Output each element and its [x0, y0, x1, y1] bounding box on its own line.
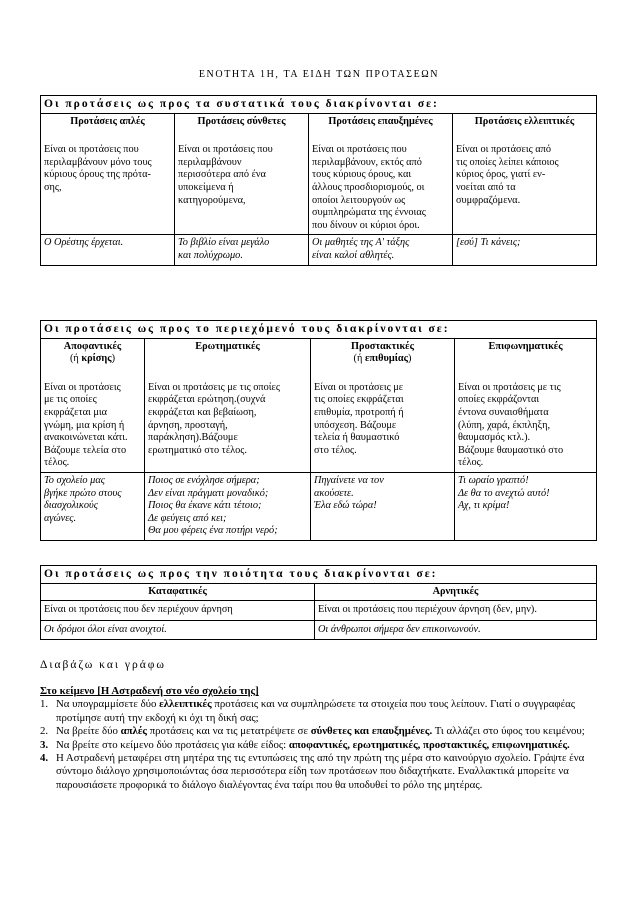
cell-line: οποίοι λειτουργούν ως: [312, 194, 406, 206]
cell-line: τις οποίες λείπει κάποιος: [456, 156, 559, 168]
cell-line: Είναι οι προτάσεις που: [44, 144, 139, 156]
cell-line: στο τέλος.: [314, 444, 357, 456]
cell-line: εκφράζεται και βεβαίωση,: [148, 406, 257, 418]
exercise-text: αποφαντικές, ερωτηματικές, προστακτικές, επιφωνηματικές.: [288, 738, 570, 751]
description-cell: [453, 142, 597, 235]
cell-line: υποκείμενα ή: [178, 181, 234, 193]
column-header: [41, 338, 145, 368]
cell-line: που δίνουν οι κύριοι όροι.: [312, 219, 420, 231]
exercises: [40, 685, 600, 792]
table-content: [40, 320, 597, 541]
example-cell: [311, 472, 455, 540]
description-cell: [311, 380, 455, 473]
example-cell: [309, 235, 453, 265]
cell-line: Αποφαντικές: [63, 340, 122, 352]
exercise-text: Η Αστραδενή μεταφέρει στη μητέρα της τις εντυπώσεις της από την πρώτη της μέρα στο καινούργιο σχολείο. Γράψτε ένα σύντομο διάλογο χρησιμοποιώντας όσα περισσότερα είδη των προτάσεων που διδαχτήκατε. Εναλλακτικά μπορείτε να παρουσιάσετε προφορικά το διάλογο διαλέγοντας ένα ταίρι που θα υποδυθεί το ρόλο της μητέρας.: [56, 752, 585, 791]
cell-line: Είναι οι προτάσεις που: [312, 144, 407, 156]
table-quality: [40, 565, 597, 640]
exercise-text: Να βρείτε δύο: [56, 725, 121, 738]
cell-line: τελεία ή θαυμαστικό: [314, 432, 400, 444]
cell-line: Ποιος σε ενόχλησε σήμερα;: [148, 474, 260, 486]
cell-line: Αχ, τι κρίμα!: [458, 500, 510, 512]
cell-line: τέλος.: [458, 457, 484, 469]
cell-line: Βάζουμε θαυμαστικό στο: [458, 444, 564, 456]
cell-line: Είναι οι προτάσεις από: [456, 144, 552, 156]
cell-line: Πηγαίνετε να τον: [314, 474, 384, 486]
cell-line: οποίες εκφράζονται: [458, 394, 540, 406]
exercise-number: 2.: [40, 725, 49, 738]
cell-line: κατηγορούμενα,: [178, 194, 246, 206]
cell-line: αγώνες.: [44, 512, 77, 524]
cell-line: παράκληση).Βάζουμε: [148, 432, 238, 444]
cell-line: Θα μου φέρεις ένα ποτήρι νερό;: [148, 525, 278, 537]
column-header: Προτάσεις σύνθετες: [175, 113, 309, 130]
cell-line: συμπληρώματα της έννοιας: [312, 207, 426, 219]
cell-line: [εσύ] Τι κάνεις;: [456, 237, 521, 249]
cell-line: εκφράζεται ερώτηση.(συχνά: [148, 394, 266, 406]
example-cell: [145, 472, 311, 540]
cell-line: με τις οποίες: [44, 394, 97, 406]
cell-line: ερωτηματικό στο τέλος.: [148, 444, 247, 456]
example-cell: [455, 472, 597, 540]
table-heading: Οι προτάσεις ως προς το περιεχόμενό τους διακρίνονται σε:: [41, 321, 597, 339]
cell-line: περιλαμβάνουν, εκτός από: [312, 156, 422, 168]
cell-line: Είναι οι προτάσεις με τις: [458, 381, 561, 393]
cell-line: Ο Ορέστης έρχεται.: [44, 237, 124, 249]
example-cell: [41, 235, 175, 265]
exercise-text: απλές: [120, 725, 147, 738]
column-header: [145, 338, 311, 368]
exercise-item: [40, 725, 600, 738]
cell-line: Το σχολείο μας: [44, 474, 105, 486]
cell-line: Δε φεύγεις από κει;: [148, 512, 227, 524]
cell-line: υπόσχεση. Βάζουμε: [314, 419, 397, 431]
cell-line: (λύπη, χαρά, έκπληξη,: [458, 419, 551, 431]
cell-line: (ή επιθυμίας): [353, 353, 412, 365]
cell-line: Προστακτικές: [351, 340, 414, 352]
cell-line: Έλα εδώ τώρα!: [314, 500, 377, 512]
cell-line: γνώμη, μια κρίση ή: [44, 419, 125, 431]
cell-line: άρνηση, προσταγή,: [148, 419, 228, 431]
exercise-item: [40, 698, 600, 725]
exercise-text: Να βρείτε στο κείμενο δύο προτάσεις για κάθε είδος:: [56, 738, 289, 751]
example-cell: [453, 235, 597, 265]
cell-line: θαυμασμός κτλ.).: [458, 432, 531, 444]
exercises-intro: Στο κείμενο [Η Αστραδενή στο νέο σχολείο της]: [40, 685, 259, 697]
example-cell: [41, 472, 145, 540]
table-constituents: [40, 95, 597, 266]
cell-line: έντονα συναισθήματα: [458, 406, 549, 418]
cell-line: κύριους όρους της πρότα-: [44, 169, 151, 181]
cell-line: βγήκε πρώτο στους: [44, 487, 122, 499]
column-header: Προτάσεις ελλειπτικές: [453, 113, 597, 130]
description-cell: [145, 380, 311, 473]
description-cell: [175, 142, 309, 235]
cell-line: διασχολικούς: [44, 500, 98, 512]
cell-line: περιλαμβάνουν μόνο τους: [44, 156, 152, 168]
exercise-text: Τι αλλάζει στο ύφος του κειμένου;: [432, 725, 585, 738]
column-header: [311, 338, 455, 368]
cell-line: συμφραζόμενα.: [456, 194, 521, 206]
exercise-text: προτάσεις και να τις μετατρέψετε σε: [147, 725, 311, 738]
exercise-list: [40, 698, 600, 792]
exercise-item: [40, 739, 600, 752]
cell-line: ακούσετε.: [314, 487, 354, 499]
exercise-text: Να υπογραμμίσετε δύο: [56, 698, 160, 711]
description-cell: [455, 380, 597, 473]
cell-line: και πολύχρωμο.: [178, 249, 243, 261]
column-header: Αρνητικές: [315, 583, 597, 601]
description-cell: Είναι οι προτάσεις που περιέχουν άρνηση (δεν, μην).: [315, 601, 597, 621]
cell-line: άλλους προσδιορισμούς, οι: [312, 181, 425, 193]
exercise-number: 3.: [40, 738, 49, 751]
exercise-text: προτάσεις και να συμπληρώσετε τα στοιχεία που τους λείπουν. Γιατί ο συγγραφέας προτίμησε αυτή την εκδοχή κι όχι τη δική σας;: [56, 698, 576, 724]
example-cell: Οι άνθρωποι σήμερα δεν επικοινωνούν.: [315, 620, 597, 640]
cell-line: Δε θα το ανεχτώ αυτό!: [458, 487, 550, 499]
cell-line: εκφράζεται μια: [44, 406, 108, 418]
cell-line: περισσότερα από ένα: [178, 169, 266, 181]
column-header: Καταφατικές: [41, 583, 315, 601]
exercise-text: σύνθετες και επαυξημένες.: [310, 725, 433, 738]
cell-line: ανακοινώνεται κάτι.: [44, 432, 128, 444]
description-cell: [41, 142, 175, 235]
exercises-title: Διαβάζω και γράφω: [40, 659, 166, 671]
example-cell: Οι δρόμοι όλοι είναι ανοιχτοί.: [41, 620, 315, 640]
cell-line: Τι ωραίο γραπτό!: [458, 474, 529, 486]
cell-line: Το βιβλίο είναι μεγάλο: [178, 237, 270, 249]
cell-line: (ή κρίσης): [69, 353, 116, 365]
page-title: ΕΝΟΤΗΤΑ 1Η, ΤΑ ΕΙΔΗ ΤΩΝ ΠΡΟΤΑΣΕΩΝ: [198, 69, 440, 80]
cell-line: Επιφωνηματικές: [488, 340, 563, 352]
cell-line: Βάζουμε τελεία στο: [44, 444, 127, 456]
cell-line: Ποιος θα έκανε κάτι τέτοιο;: [148, 500, 262, 512]
exercise-number: 1.: [40, 698, 49, 711]
column-header: Προτάσεις απλές: [41, 113, 175, 130]
cell-line: Είναι οι προτάσεις με τις οποίες: [148, 381, 280, 393]
cell-line: επιθυμία, προτροπή ή: [314, 406, 404, 418]
exercise-item: [40, 752, 600, 792]
cell-line: Είναι οι προτάσεις με: [314, 381, 404, 393]
cell-line: Είναι οι προτάσεις που: [178, 144, 273, 156]
cell-line: τους κύριους όρους, και: [312, 169, 412, 181]
example-cell: [175, 235, 309, 265]
cell-line: είναι καλοί αθλητές.: [312, 249, 395, 261]
cell-line: σης,: [44, 181, 62, 193]
description-cell: [41, 380, 145, 473]
column-header: Προτάσεις επαυξημένες: [309, 113, 453, 130]
exercise-text: ελλειπτικές: [159, 698, 212, 711]
cell-line: Δεν είναι πράγματι μοναδικό;: [148, 487, 269, 499]
column-header: [455, 338, 597, 368]
cell-line: Οι μαθητές της Α' τάξης: [312, 237, 410, 249]
exercise-number: 4.: [40, 752, 49, 765]
cell-line: περιλαμβάνουν: [178, 156, 242, 168]
cell-line: νοείται από τα: [456, 181, 516, 193]
cell-line: κύριος όρος, γιατί εν-: [456, 169, 546, 181]
table-heading: Οι προτάσεις ως προς την ποιότητα τους διακρίνονται σε:: [41, 566, 597, 584]
cell-line: τέλος.: [44, 457, 70, 469]
cell-line: τις οποίες εκφράζεται: [314, 394, 404, 406]
cell-line: Είναι οι προτάσεις: [44, 381, 121, 393]
table-heading: Οι προτάσεις ως προς τα συστατικά τους διακρίνονται σε:: [41, 96, 597, 114]
description-cell: [309, 142, 453, 235]
cell-line: Ερωτηματικές: [195, 340, 260, 352]
description-cell: Είναι οι προτάσεις που δεν περιέχουν άρνηση: [41, 601, 315, 621]
